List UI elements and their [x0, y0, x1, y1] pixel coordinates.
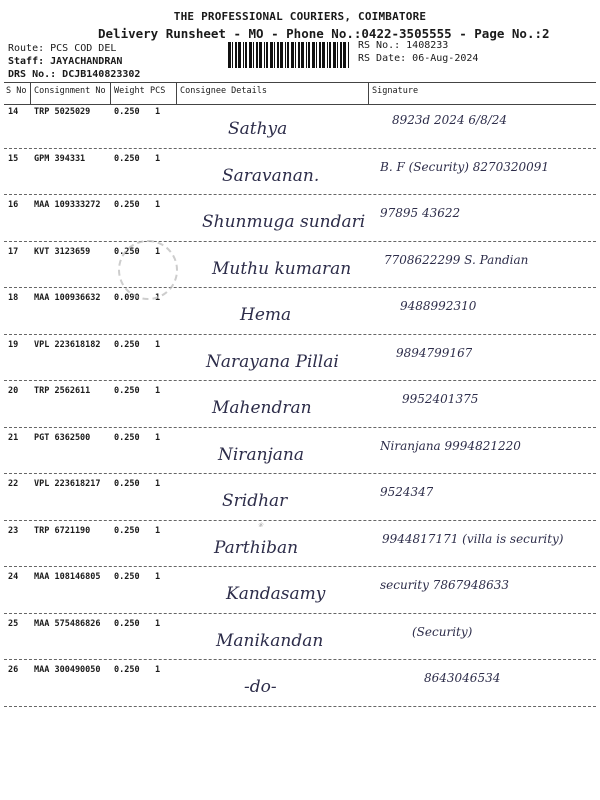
row-weight: 0.250: [114, 153, 140, 164]
rs-date: RS Date: 06-Aug-2024: [358, 53, 479, 64]
company-title: THE PROFESSIONAL COURIERS, COIMBATORE: [173, 10, 427, 23]
row-divider: [4, 566, 596, 567]
row-consignment-no: MAA 108146805: [34, 572, 101, 582]
row-weight: 0.250: [114, 246, 140, 257]
row-signature: security 7867948633: [380, 578, 510, 592]
row-weight: 0.250: [114, 339, 140, 350]
row-consignment-no: MAA 100936632: [34, 293, 101, 303]
row-signature: 7708622299 S. Pandian: [384, 252, 529, 267]
row-divider: [4, 473, 596, 474]
row-signature: (Security): [412, 624, 473, 639]
row-consignee-name: Saravanan.: [222, 165, 320, 186]
row-sno: 26: [8, 665, 19, 675]
row-consignment-no: TRP 5025029: [34, 107, 91, 117]
row-divider: [4, 334, 596, 335]
runsheet-title: Delivery Runsheet - MO - Phone No.:0422-3505555 - Page No.:2: [98, 26, 550, 41]
drs-number: DRS No.: DCJB140823302: [8, 69, 141, 80]
row-signature: B. F (Security) 8270320091: [380, 159, 550, 174]
row-signature: 9488992310: [400, 299, 477, 313]
row-sno: 25: [8, 618, 19, 629]
row-sno: 18: [8, 293, 19, 303]
row-signature: 8923d 2024 6/8/24: [392, 113, 508, 127]
row-pcs: 1: [155, 293, 161, 303]
row-pcs: 1: [155, 107, 161, 117]
row-pcs: 1: [155, 200, 161, 210]
row-consignee-name: Sridhar: [222, 491, 288, 511]
row-signature: Niranjana 9994821220: [380, 438, 521, 453]
row-divider: [4, 194, 596, 195]
row-pcs: 1: [155, 432, 161, 443]
row-pcs: 1: [155, 665, 161, 675]
row-pcs: 1: [155, 386, 161, 396]
row-divider: [4, 427, 596, 428]
col-divider: [368, 82, 369, 104]
row-consignment-no: GPM 394331: [34, 153, 86, 164]
row-weight: 0.250: [114, 525, 140, 536]
row-weight: 0.250: [114, 479, 140, 489]
row-consignee-name: Hema: [240, 305, 292, 325]
row-sno: 17: [8, 246, 19, 257]
row-weight: 0.250: [114, 432, 140, 443]
row-weight: 0.090: [114, 293, 140, 303]
barcode-icon: [228, 42, 352, 68]
row-pcs: 1: [155, 339, 161, 350]
row-sno: 14: [8, 107, 19, 117]
row-consignment-no: MAA 109333272: [34, 200, 101, 210]
row-signature: 9524347: [380, 485, 434, 499]
row-sno: 16: [8, 200, 19, 210]
row-divider: [4, 148, 596, 149]
row-pcs: 1: [155, 618, 161, 629]
faint-stamp-icon: ❀: [258, 520, 263, 529]
row-pcs: 1: [155, 153, 161, 164]
row-weight: 0.250: [114, 618, 140, 629]
col-header-pcs: PCS: [150, 86, 166, 96]
row-signature: 97895 43622: [380, 206, 461, 220]
header-top-rule: [4, 82, 596, 83]
row-divider: [4, 659, 596, 660]
row-sno: 24: [8, 572, 19, 582]
row-pcs: 1: [155, 479, 161, 489]
row-consignee-name: Niranjana: [218, 444, 305, 465]
row-pcs: 1: [155, 572, 161, 582]
row-signature: 9944817171 (villa is security): [382, 531, 564, 546]
row-consignment-no: TRP 6721190: [34, 525, 91, 536]
row-divider: [4, 241, 596, 242]
row-consignment-no: VPL 223618217: [34, 479, 101, 489]
row-sno: 20: [8, 386, 19, 396]
row-consignment-no: PGT 6362500: [34, 432, 91, 443]
row-consignment-no: TRP 2562611: [34, 386, 91, 396]
rs-number: RS No.: 1408233: [358, 40, 449, 51]
row-consignment-no: MAA 575486826: [34, 618, 101, 629]
header-bottom-rule: [4, 104, 596, 105]
col-divider: [176, 82, 177, 104]
row-consignment-no: VPL 223618182: [34, 339, 101, 350]
col-header-consignee: Consignee Details: [180, 86, 267, 96]
col-header-sno: S No: [6, 86, 27, 96]
row-divider: [4, 287, 596, 288]
row-sno: 23: [8, 525, 19, 536]
row-weight: 0.250: [114, 200, 140, 210]
col-header-weight: Weight: [114, 86, 145, 96]
row-consignee-name: Mahendran: [212, 398, 312, 418]
row-pcs: 1: [155, 525, 161, 536]
row-consignee-name: Parthiban: [214, 537, 299, 558]
row-weight: 0.250: [114, 107, 140, 117]
row-consignee-name: Kandasamy: [226, 584, 326, 604]
row-signature: 9894799167: [396, 345, 473, 360]
row-consignee-name: Shunmuga sundari: [202, 212, 366, 232]
row-divider: [4, 520, 596, 521]
row-divider: [4, 613, 596, 614]
row-consignee-name: Sathya: [228, 119, 288, 139]
row-signature: 9952401375: [402, 392, 479, 406]
col-divider: [30, 82, 31, 104]
row-signature: 8643046534: [424, 671, 501, 685]
row-divider: [4, 706, 596, 707]
row-consignment-no: KVT 3123659: [34, 246, 91, 257]
route-label: Route: PCS COD DEL: [8, 43, 117, 54]
row-consignee-name: Narayana Pillai: [206, 351, 339, 372]
staff-label: Staff: JAYACHANDRAN: [8, 56, 123, 67]
col-header-consignment: Consignment No: [34, 86, 106, 96]
row-weight: 0.250: [114, 665, 140, 675]
round-stamp-icon: [118, 240, 178, 300]
row-sno: 15: [8, 153, 19, 164]
col-divider: [110, 82, 111, 104]
row-weight: 0.250: [114, 572, 140, 582]
row-weight: 0.250: [114, 386, 140, 396]
row-consignee-name: -do-: [244, 677, 277, 697]
row-consignment-no: MAA 300490050: [34, 665, 101, 675]
row-sno: 21: [8, 432, 19, 443]
col-header-signature: Signature: [372, 86, 419, 96]
row-sno: 19: [8, 339, 19, 350]
row-consignee-name: Muthu kumaran: [212, 258, 352, 279]
row-pcs: 1: [155, 246, 161, 257]
row-consignee-name: Manikandan: [216, 630, 324, 651]
row-divider: [4, 380, 596, 381]
row-sno: 22: [8, 479, 19, 489]
